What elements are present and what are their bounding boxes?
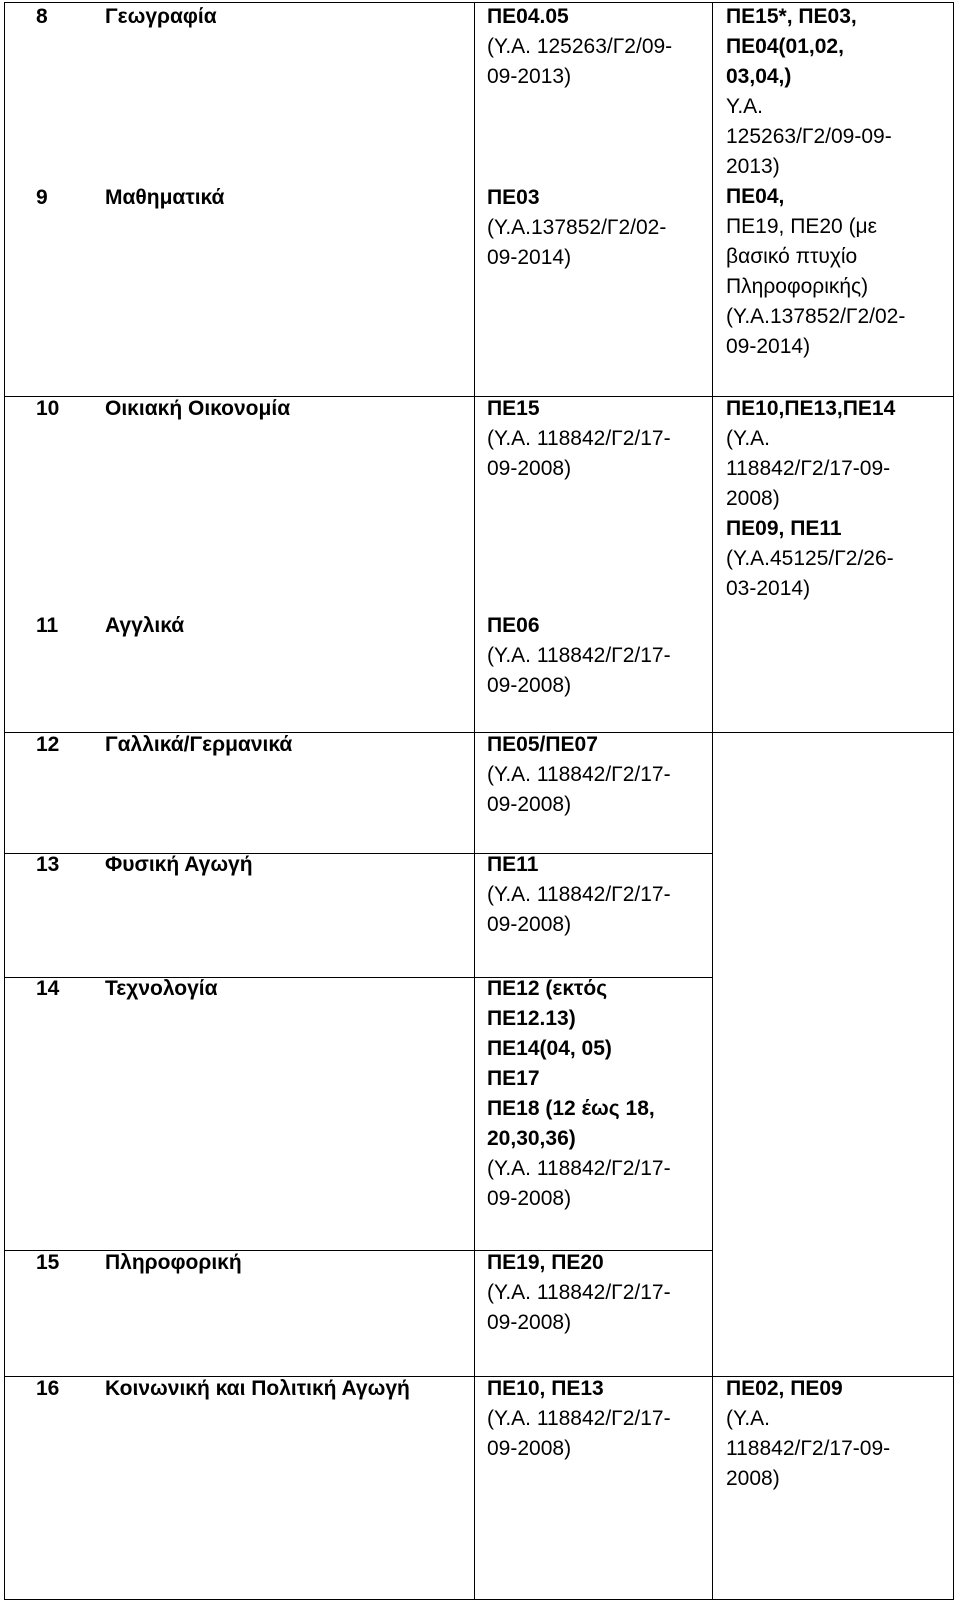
subject-name: Γαλλικά/Γερμανικά <box>105 733 293 756</box>
specialty-code: ΠΕ10, ΠΕ13 <box>487 1377 604 1400</box>
decision-reference: 09-2008) <box>487 1437 572 1460</box>
specialty-code: 20,30,36) <box>487 1127 576 1150</box>
subject-name: Τεχνολογία <box>105 977 218 1000</box>
specialty-code: ΠΕ03 <box>487 186 540 209</box>
specialty-code: ΠΕ04.05 <box>487 5 569 28</box>
decision-reference: Υ.Α. <box>726 95 763 118</box>
alternate-specialty-code: 03,04,) <box>726 65 792 88</box>
decision-reference: 09-2013) <box>487 65 572 88</box>
decision-reference: 118842/Γ2/17-09- <box>726 1437 891 1460</box>
subject-name: Πληροφορική <box>105 1251 242 1274</box>
decision-reference: (Υ.Α. 118842/Γ2/17- <box>487 1157 671 1180</box>
decision-reference: (Υ.Α. 118842/Γ2/17- <box>487 427 671 450</box>
curriculum-staffing-table <box>4 2 954 1600</box>
subject-name: Φυσική Αγωγή <box>105 853 253 876</box>
decision-reference: (Υ.Α. 125263/Γ2/09- <box>487 35 673 58</box>
column-divider <box>474 2 475 1600</box>
decision-reference: (Υ.Α. 118842/Γ2/17- <box>487 763 671 786</box>
decision-reference: (Υ.Α. 118842/Γ2/17- <box>487 644 671 667</box>
decision-reference: Πληροφορικής) <box>726 275 869 298</box>
decision-reference: (Υ.Α. 118842/Γ2/17- <box>487 1281 671 1304</box>
decision-reference: (Υ.Α. <box>726 1407 770 1430</box>
table-border-right <box>953 2 954 1600</box>
alternate-specialty-code: ΠΕ04(01,02, <box>726 35 844 58</box>
row-number: 15 <box>36 1251 60 1274</box>
specialty-code: ΠΕ14(04, 05) <box>487 1037 612 1060</box>
decision-reference: βασικό πτυχίο <box>726 245 858 268</box>
subject-name: Γεωγραφία <box>105 5 217 28</box>
row-number: 10 <box>36 397 60 420</box>
row-number: 14 <box>36 977 60 1000</box>
decision-reference: (Υ.Α.137852/Γ2/02- <box>487 216 667 239</box>
decision-reference: 2008) <box>726 1467 780 1490</box>
decision-reference: 125263/Γ2/09-09- <box>726 125 892 148</box>
row-number: 16 <box>36 1377 60 1400</box>
decision-reference: 03-2014) <box>726 577 811 600</box>
alternate-specialty-code: ΠΕ10,ΠΕ13,ΠΕ14 <box>726 397 896 420</box>
decision-reference: 09-2008) <box>487 793 572 816</box>
decision-reference: 2013) <box>726 155 780 178</box>
decision-reference: 09-2014) <box>487 246 572 269</box>
decision-reference: (Υ.Α.137852/Γ2/02- <box>726 305 906 328</box>
row-number: 12 <box>36 733 60 756</box>
decision-reference: 09-2014) <box>726 335 811 358</box>
alternate-specialty-code: ΠΕ02, ΠΕ09 <box>726 1377 843 1400</box>
decision-reference: 09-2008) <box>487 913 572 936</box>
alternate-specialty-code: ΠΕ04, <box>726 185 785 208</box>
decision-reference: ΠΕ19, ΠΕ20 (με <box>726 215 878 238</box>
decision-reference: 09-2008) <box>487 457 572 480</box>
table-border-left <box>4 2 5 1600</box>
row-number: 8 <box>36 5 48 28</box>
decision-reference: 09-2008) <box>487 674 572 697</box>
table-border-bottom <box>4 1599 954 1600</box>
specialty-code: ΠΕ17 <box>487 1067 540 1090</box>
decision-reference: 118842/Γ2/17-09- <box>726 457 891 480</box>
specialty-code: ΠΕ06 <box>487 614 540 637</box>
subject-name: Κοινωνική και Πολιτική Αγωγή <box>105 1377 410 1400</box>
decision-reference: 2008) <box>726 487 780 510</box>
specialty-code: ΠΕ18 (12 έως 18, <box>487 1097 655 1120</box>
alternate-specialty-code: ΠΕ09, ΠΕ11 <box>726 517 842 540</box>
decision-reference: (Υ.Α. 118842/Γ2/17- <box>487 883 671 906</box>
specialty-code: ΠΕ11 <box>487 853 539 876</box>
specialty-code: ΠΕ15 <box>487 397 540 420</box>
decision-reference: (Υ.Α.45125/Γ2/26- <box>726 547 894 570</box>
specialty-code: ΠΕ05/ΠΕ07 <box>487 733 598 756</box>
decision-reference: (Υ.Α. <box>726 427 770 450</box>
decision-reference: (Υ.Α. 118842/Γ2/17- <box>487 1407 671 1430</box>
specialty-code: ΠΕ19, ΠΕ20 <box>487 1251 604 1274</box>
decision-reference: 09-2008) <box>487 1311 572 1334</box>
alternate-specialty-code: ΠΕ15*, ΠΕ03, <box>726 5 857 28</box>
subject-name: Οικιακή Οικονομία <box>105 397 291 420</box>
table-border-top <box>4 2 954 3</box>
subject-name: Αγγλικά <box>105 614 185 637</box>
row-number: 11 <box>36 614 59 637</box>
row-number: 13 <box>36 853 60 876</box>
subject-name: Μαθηματικά <box>105 186 225 209</box>
specialty-code: ΠΕ12 (εκτός <box>487 977 608 1000</box>
decision-reference: 09-2008) <box>487 1187 572 1210</box>
specialty-code: ΠΕ12.13) <box>487 1007 576 1030</box>
row-number: 9 <box>36 186 48 209</box>
column-divider <box>712 2 713 1600</box>
